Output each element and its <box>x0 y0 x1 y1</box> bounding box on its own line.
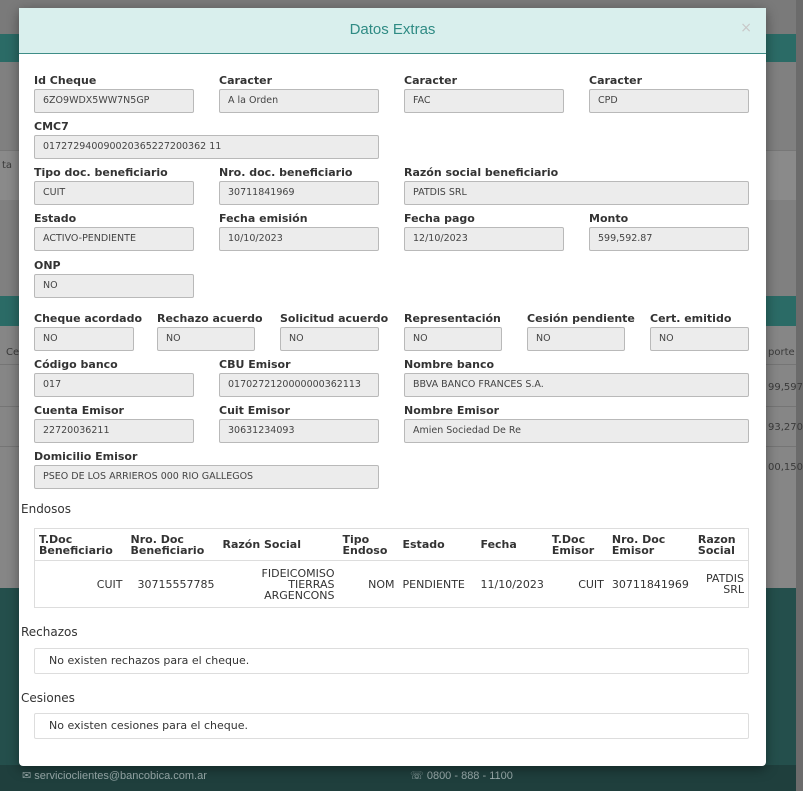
background-amount: 93,270 <box>768 422 803 433</box>
field-caracter-2: Caracter FAC <box>404 74 564 113</box>
datos-extras-modal <box>19 8 766 766</box>
tipo-doc-beneficiario-value[interactable]: CUIT <box>34 181 194 205</box>
field-tipo-doc-beneficiario: Tipo doc. beneficiario CUIT <box>34 166 194 205</box>
field-monto: Monto 599,592.87 <box>589 212 749 251</box>
phone-icon: ☏ <box>410 770 424 782</box>
field-cbu-emisor: CBU Emisor 0170272120000000362113 <box>219 358 379 397</box>
mail-icon: ✉ <box>22 770 32 782</box>
domicilio-emisor-value[interactable]: PSEO DE LOS ARRIEROS 000 RIO GALLEGOS <box>34 465 379 489</box>
estado-value[interactable]: ACTIVO-PENDIENTE <box>34 227 194 251</box>
field-domicilio-emisor: Domicilio Emisor PSEO DE LOS ARRIEROS 000 RIO GALLEGOS <box>34 450 379 489</box>
field-caracter: Caracter A la Orden <box>219 74 379 113</box>
field-cheque-acordado: Cheque acordado NO <box>34 312 134 351</box>
rechazo-acuerdo-value[interactable]: NO <box>157 327 255 351</box>
onp-value[interactable]: NO <box>34 274 194 298</box>
field-cuit-emisor: Cuit Emisor 30631234093 <box>219 404 379 443</box>
codigo-banco-value[interactable]: 017 <box>34 373 194 397</box>
field-cuenta-emisor: Cuenta Emisor 22720036211 <box>34 404 194 443</box>
razon-social-beneficiario-value[interactable]: PATDIS SRL <box>404 181 749 205</box>
field-cesion-pendiente: Cesión pendiente NO <box>527 312 625 351</box>
footer-email[interactable]: ✉ servicioclientes@bancobica.com.ar <box>22 770 207 782</box>
table-header-row <box>35 529 749 561</box>
field-nombre-emisor: Nombre Emisor Amien Sociedad De Re <box>404 404 749 443</box>
field-id-cheque: Id Cheque 6ZO9WDX5WW7N5GP <box>34 74 194 113</box>
col-tdoc-emisor: T.Doc Emisor <box>548 529 608 561</box>
table-row: CUIT 30715557785 FIDEICOMISO TIERRAS ARGENCONS NOM PENDIENTE 11/10/2023 CUIT 30711841969 PATDIS SRL <box>96 566 744 602</box>
background-col-importe: porte <box>768 347 795 358</box>
field-onp: ONP NO <box>34 259 194 298</box>
background-col-label: ta <box>2 160 13 171</box>
field-estado: Estado ACTIVO-PENDIENTE <box>34 212 194 251</box>
close-icon[interactable]: × <box>740 20 752 36</box>
modal-title: Datos Extras <box>349 21 436 38</box>
background-amount: 99,597 <box>768 382 803 393</box>
modal-header <box>19 8 766 54</box>
field-fecha-emision: Fecha emisión 10/10/2023 <box>219 212 379 251</box>
cuit-emisor-value[interactable]: 30631234093 <box>219 419 379 443</box>
fecha-emision-value[interactable]: 10/10/2023 <box>219 227 379 251</box>
field-nro-doc-beneficiario: Nro. doc. beneficiario 30711841969 <box>219 166 379 205</box>
col-razon-social: Razón Social <box>219 529 339 561</box>
caracter-value[interactable]: A la Orden <box>219 89 379 113</box>
cheque-acordado-value[interactable]: NO <box>34 327 134 351</box>
footer-phone[interactable]: ☏ 0800 - 888 - 1100 <box>410 770 513 782</box>
nro-doc-beneficiario-value[interactable]: 30711841969 <box>219 181 379 205</box>
rechazos-message: No existen rechazos para el cheque. <box>34 648 749 674</box>
background-col-label-2: Ce <box>6 347 20 358</box>
field-cmc7: CMC7 017272940090020365227200362 11 <box>34 120 379 159</box>
caracter-2-value[interactable]: FAC <box>404 89 564 113</box>
col-estado: Estado <box>399 529 477 561</box>
field-fecha-pago: Fecha pago 12/10/2023 <box>404 212 564 251</box>
representacion-value[interactable]: NO <box>404 327 502 351</box>
cesion-pendiente-value[interactable]: NO <box>527 327 625 351</box>
cesiones-title: Cesiones <box>21 691 75 705</box>
nombre-banco-value[interactable]: BBVA BANCO FRANCES S.A. <box>404 373 749 397</box>
col-tipo-endoso: Tipo Endoso <box>339 529 399 561</box>
field-cert-emitido: Cert. emitido NO <box>650 312 749 351</box>
nombre-emisor-value[interactable]: Amien Sociedad De Re <box>404 419 749 443</box>
monto-value[interactable]: 599,592.87 <box>589 227 749 251</box>
solicitud-acuerdo-value[interactable]: NO <box>280 327 379 351</box>
background-amount: 00,150 <box>768 462 803 473</box>
field-solicitud-acuerdo: Solicitud acuerdo NO <box>280 312 379 351</box>
cert-emitido-value[interactable]: NO <box>650 327 749 351</box>
field-rechazo-acuerdo: Rechazo acuerdo NO <box>157 312 255 351</box>
cmc7-value[interactable]: 017272940090020365227200362 11 <box>34 135 379 159</box>
fecha-pago-value[interactable]: 12/10/2023 <box>404 227 564 251</box>
endosos-title: Endosos <box>21 502 71 516</box>
col-tdoc-beneficiario: T.Doc Beneficiario <box>35 529 127 561</box>
field-razon-social-beneficiario: Razón social beneficiario PATDIS SRL <box>404 166 749 205</box>
col-nro-doc-beneficiario: Nro. Doc Beneficiario <box>127 529 219 561</box>
endosos-table <box>34 528 749 608</box>
field-codigo-banco: Código banco 017 <box>34 358 194 397</box>
field-representacion: Representación NO <box>404 312 502 351</box>
cuenta-emisor-value[interactable]: 22720036211 <box>34 419 194 443</box>
rechazos-title: Rechazos <box>21 625 78 639</box>
id-cheque-value[interactable]: 6ZO9WDX5WW7N5GP <box>34 89 194 113</box>
cbu-emisor-value[interactable]: 0170272120000000362113 <box>219 373 379 397</box>
cesiones-message: No existen cesiones para el cheque. <box>34 713 749 739</box>
caracter-3-value[interactable]: CPD <box>589 89 749 113</box>
field-caracter-3: Caracter CPD <box>589 74 749 113</box>
col-fecha: Fecha <box>477 529 548 561</box>
col-nro-doc-emisor: Nro. Doc Emisor <box>608 529 694 561</box>
col-razon-social-emisor: Razon Social <box>694 529 749 561</box>
field-nombre-banco: Nombre banco BBVA BANCO FRANCES S.A. <box>404 358 749 397</box>
